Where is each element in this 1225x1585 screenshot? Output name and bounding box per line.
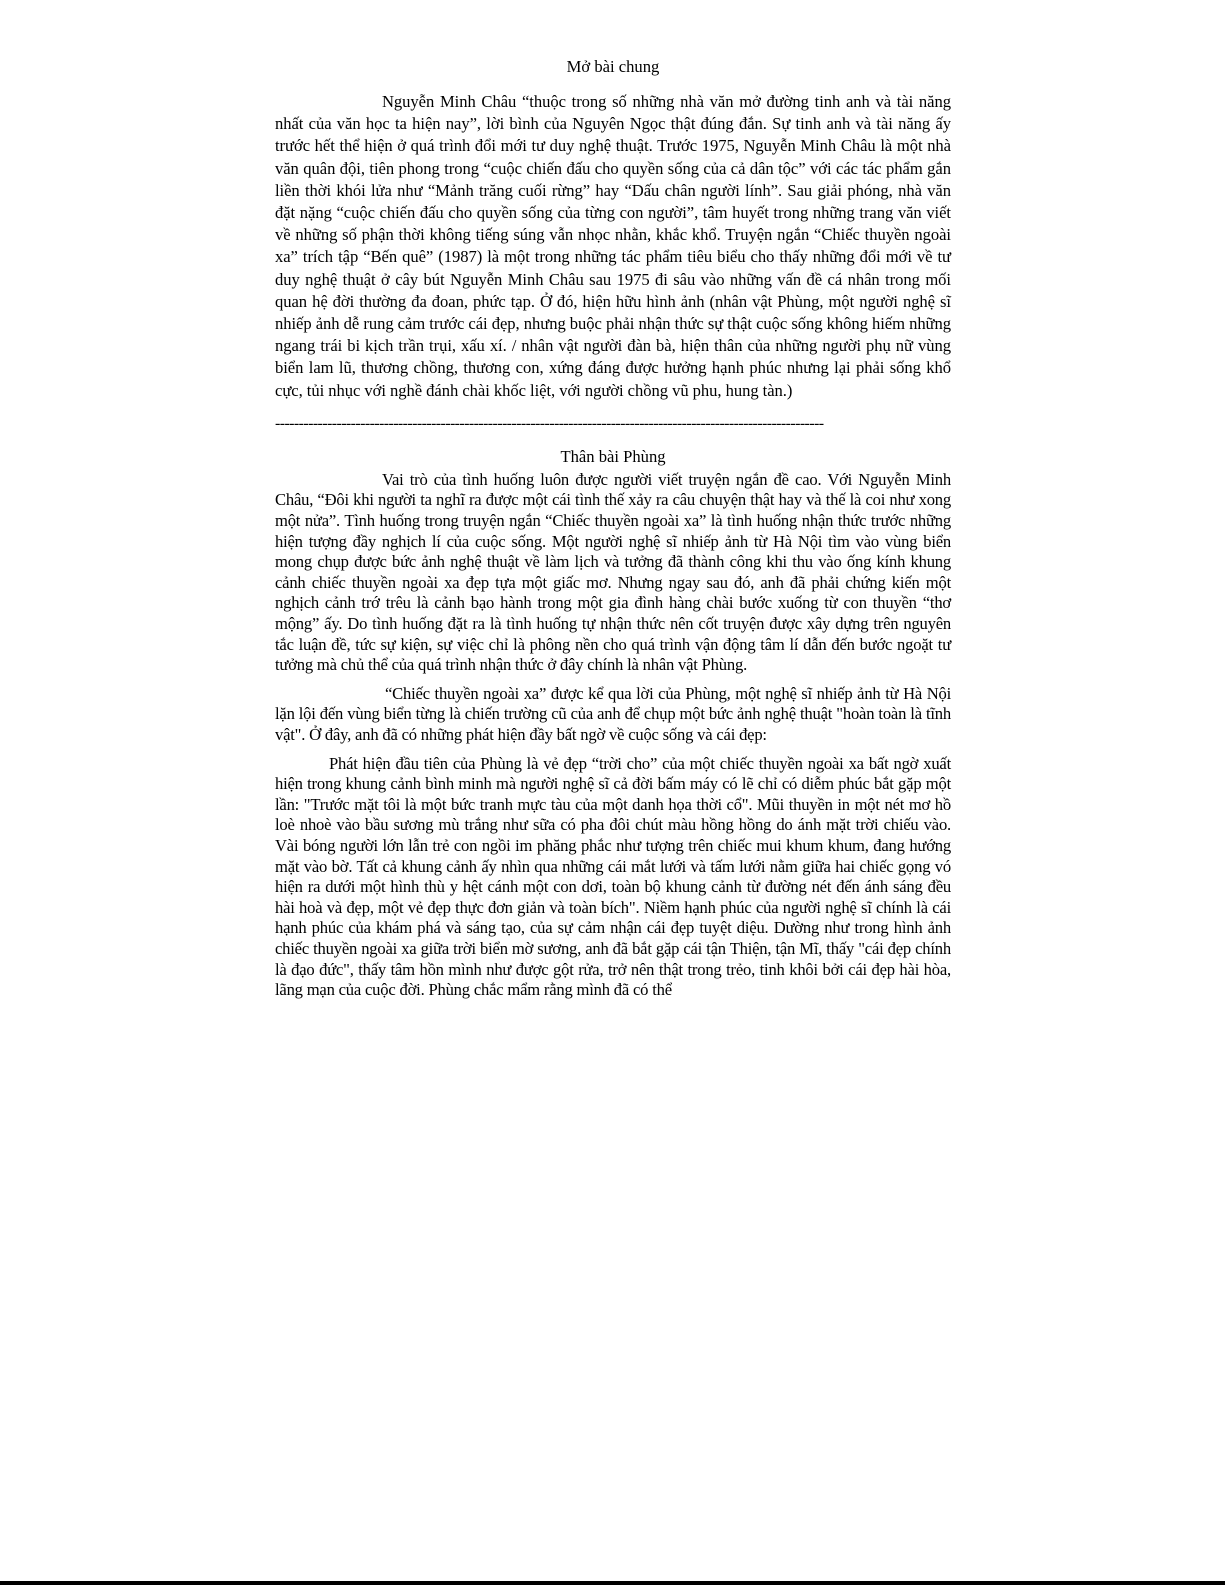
section-title-mo-bai: Mở bài chung bbox=[566, 57, 660, 76]
section-title-than-bai: Thân bài Phùng bbox=[560, 446, 666, 466]
section-separator: -------------------------------------------------------------------------------------------------------------------- bbox=[275, 414, 824, 432]
document-page bbox=[275, 56, 951, 1001]
page-bottom-border bbox=[0, 1581, 1225, 1585]
body-paragraph-3: Phát hiện đầu tiên của Phùng là vẻ đẹp “trời cho” của một chiếc thuyền ngoài xa bất ngờ xuất hiện trong khung cảnh bình minh mà người nghệ sĩ cả đời bấm máy có lẽ chỉ có diễm phúc bắt gặp một lần: "Trước mặt tôi là một bức tranh mực tàu của một danh họa thời cổ". Mũi thuyền in một nét mơ hồ loè nhoè vào bầu sương mù trắng như sữa có pha đôi chút màu hồng hồng do ánh mặt trời chiếu vào. Vài bóng người lớn lẫn trẻ con ngồi im phăng phắc như tượng trên chiếc mui khum khum, đang hướng mặt vào bờ. Tất cả khung cảnh ấy nhìn qua những cái mắt lưới và tấm lưới nằm giữa hai chiếc gọng vó hiện ra dưới một hình thù y hệt cánh một con dơi, toàn bộ khung cảnh từ đường nét đến ánh sáng đều hài hoà và đẹp, một vẻ đẹp thực đơn giản và toàn bích". Niềm hạnh phúc của người nghệ sĩ chính là cái hạnh phúc của khám phá và sáng tạo, của sự cảm nhận cái đẹp tuyệt diệu. Dường như trong hình ảnh chiếc thuyền ngoài xa giữa trời biển mờ sương, anh đã bắt gặp cái tận Thiện, tận Mĩ, thấy "cái đẹp chính là đạo đức", thấy tâm hồn mình như được gột rửa, trở nên thật trong trẻo, tinh khôi bởi cái đẹp hài hòa, lãng mạn của cuộc đời. Phùng chắc mẩm rằng mình đã có thể bbox=[275, 753, 951, 1000]
body-paragraph-2: “Chiếc thuyền ngoài xa” được kể qua lời của Phùng, một nghệ sĩ nhiếp ảnh từ Hà Nội lặn lội đến vùng biển từng là chiến trường cũ của anh để chụp một bức ảnh nghệ thuật "hoàn toàn là tĩnh vật". Ở đây, anh đã có những phát hiện đầy bất ngờ về cuộc sống và cái đẹp: bbox=[275, 683, 951, 744]
body-paragraph-1: Vai trò của tình huống luôn được người viết truyện ngắn đề cao. Với Nguyễn Minh Châu, “Đôi khi người ta nghĩ ra được một cái tình thế xảy ra câu chuyện thật hay và thế là coi như xong một nửa”. Tình huống trong truyện ngắn “Chiếc thuyền ngoài xa” là tình huống nhận thức trước những hiện tượng đầy nghịch lí của cuộc sống. Một người nghệ sĩ nhiếp ảnh từ Hà Nội tìm vào vùng biển mong chụp được bức ảnh nghệ thuật về làm lịch và tưởng đã thành công khi thu vào ống kính khung cảnh chiếc thuyền ngoài xa đẹp tựa một giấc mơ. Nhưng ngay sau đó, anh đã phải chứng kiến một nghịch cảnh trớ trêu là cảnh bạo hành trong một gia đình hàng chài bước xuống từ con thuyền “thơ mộng” ấy. Do tình huống đặt ra là tình huống tự nhận thức nên cốt truyện được xây dựng trên nguyên tắc luận đề, tức sự kiện, sự việc chỉ là phông nền cho quá trình vận động tâm lí dẫn đến bước ngoặt tư tưởng mà chủ thể của quá trình nhận thức ở đây chính là nhân vật Phùng. bbox=[275, 469, 951, 675]
intro-paragraph: Nguyễn Minh Châu “thuộc trong số những nhà văn mở đường tinh anh và tài năng nhất của văn học ta hiện nay”, lời bình của Nguyên Ngọc thật đúng đắn. Sự tinh anh và tài năng ấy trước hết thể hiện ở quá trình đổi mới tư duy nghệ thuật. Trước 1975, Nguyễn Minh Châu là một nhà văn quân đội, tiên phong trong “cuộc chiến đấu cho quyền sống của cả dân tộc” với các tác phẩm gắn liền thời khói lửa như “Mảnh trăng cuối rừng” hay “Dấu chân người lính”. Sau giải phóng, nhà văn đặt nặng “cuộc chiến đấu cho quyền sống của từng con người”, tâm huyết trong những trang văn viết về những số phận thời không tiếng súng vẫn nhọc nhằn, khắc khổ. Truyện ngắn “Chiếc thuyền ngoài xa” trích tập “Bến quê” (1987) là một trong những tác phẩm tiêu biểu cho thấy những đổi mới về tư duy nghệ thuật ở cây bút Nguyễn Minh Châu sau 1975 đi sâu vào những vấn đề cá nhân trong mối quan hệ đời thường đa đoan, phức tạp. Ở đó, hiện hữu hình ảnh (nhân vật Phùng, một người nghệ sĩ nhiếp ảnh dễ rung cảm trước cái đẹp, nhưng buộc phải nhận thức sự thật cuộc sống không hiếm những ngang trái bi kịch trần trụi, xấu xí. / nhân vật người đàn bà, hiện thân của những người phụ nữ vùng biển lam lũ, thương chồng, thương con, xứng đáng được hưởng hạnh phúc nhưng lại phải sống khổ cực, tủi nhục với nghề đánh chài khốc liệt, với người chồng vũ phu, hung tàn.) bbox=[275, 92, 951, 400]
